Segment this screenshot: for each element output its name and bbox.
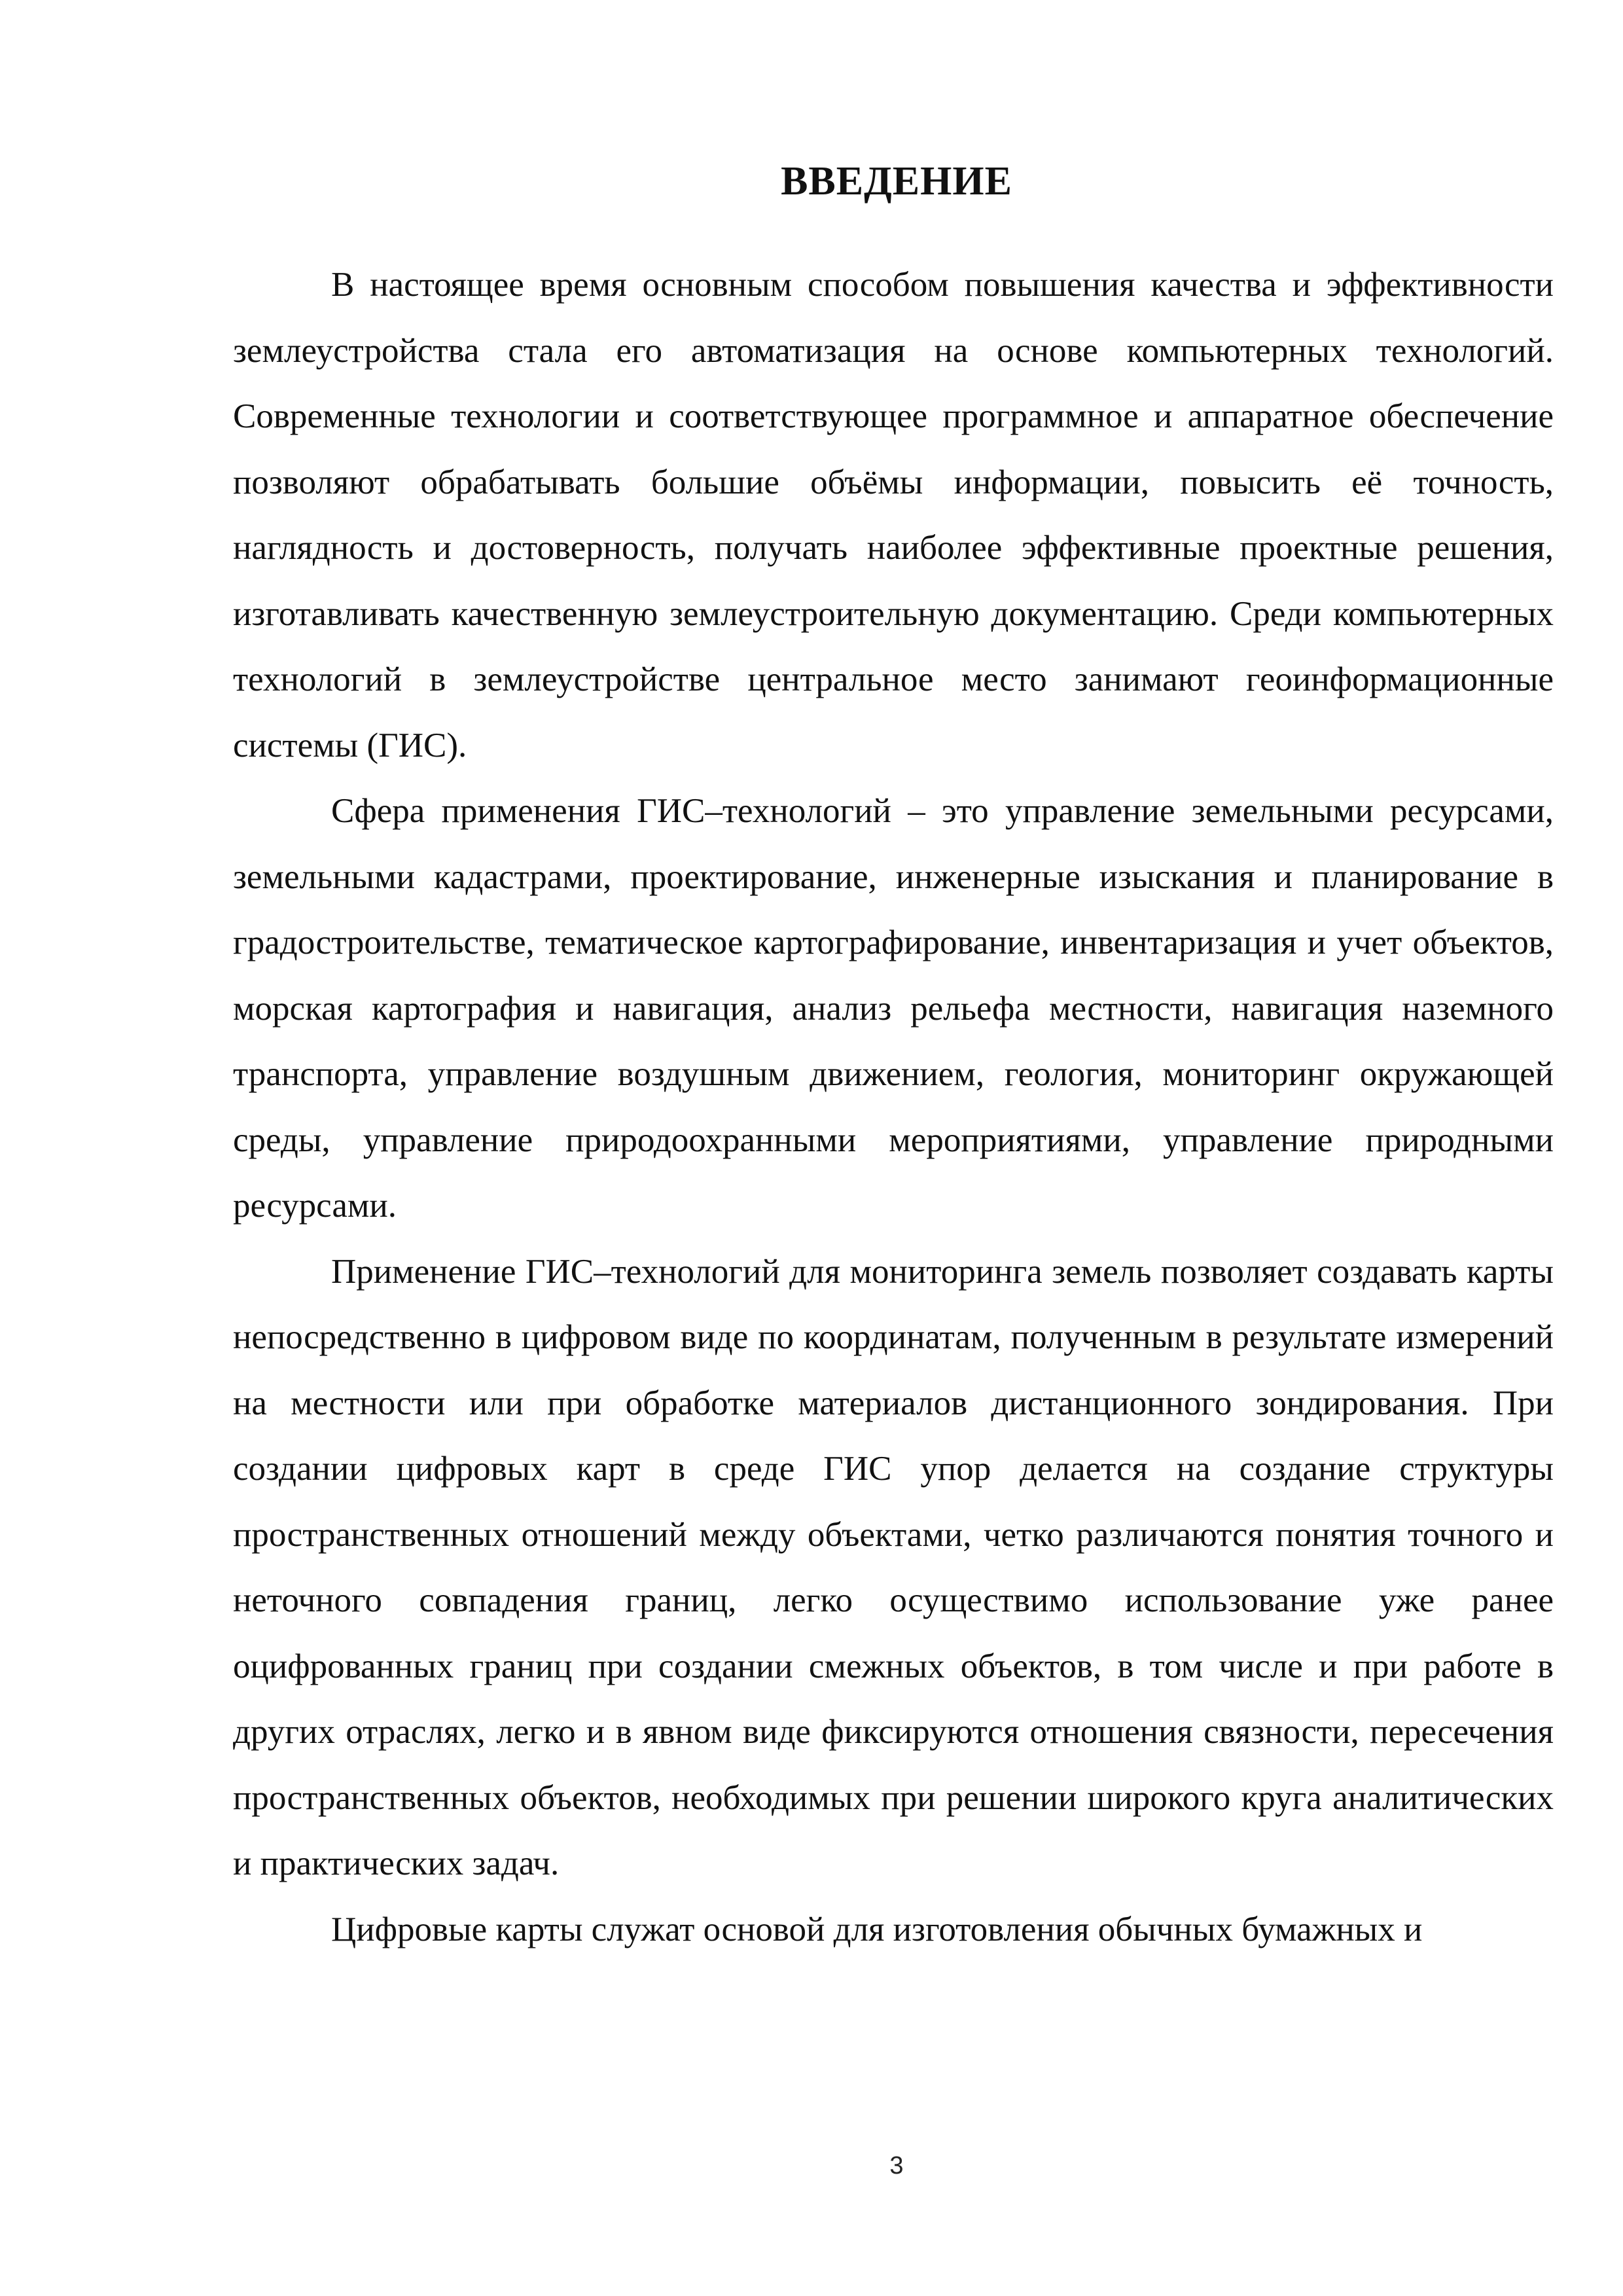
paragraph-1: В настоящее время основным способом повышения качества и эффективности землеустройства стала его автоматизация на основе компьютерных технологий. Современные технологии и соответствующее программное и аппаратное обеспечение позволяют обрабатывать большие объёмы информации, повысить её точность, наглядность и достоверность, получать наиболее эффективные проектные решения, изготавливать качественную землеустроительную документацию. Среди компьютерных технологий в землеустройстве центральное место занимают геоинформационные системы (ГИС). — [233, 266, 1554, 764]
paragraph-4: Цифровые карты служат основой для изготовления обычных бумажных и — [331, 1910, 1423, 1948]
body-text — [233, 252, 1554, 1962]
paragraph-2: Сфера применения ГИС–технологий – это управление земельными ресурсами, земельными кадастрами, проектирование, инженерные изыскания и планирование в градостроительстве, тематическое картографирование, инвентаризация и учет объектов, морская картография и навигация, анализ рельефа местности, навигация наземного транспорта, управление воздушным движением, геология, мониторинг окружающей среды, управление природоохранными мероприятиями, управление природными ресурсами. — [233, 792, 1554, 1225]
page-title: ВВЕДЕНИЕ — [781, 159, 1012, 204]
paragraph-3: Применение ГИС–технологий для мониторинга земель позволяет создавать карты непосредственно в цифровом виде по координатам, полученным в результате измерений на местности или при обработке материалов дистанционного зондирования. При создании цифровых карт в среде ГИС упор делается на создание структуры пространственных отношений между объектами, четко различаются понятия точного и неточного совпадения границ, легко осуществимо использование уже ранее оцифрованных границ при создании смежных объектов, в том числе и при работе в других отраслях, легко и в явном виде фиксируются отношения связности, пересечения пространственных объектов, необходимых при решении широкого круга аналитических и практических задач. — [233, 1252, 1554, 1882]
page-number: 3 — [889, 2152, 904, 2179]
